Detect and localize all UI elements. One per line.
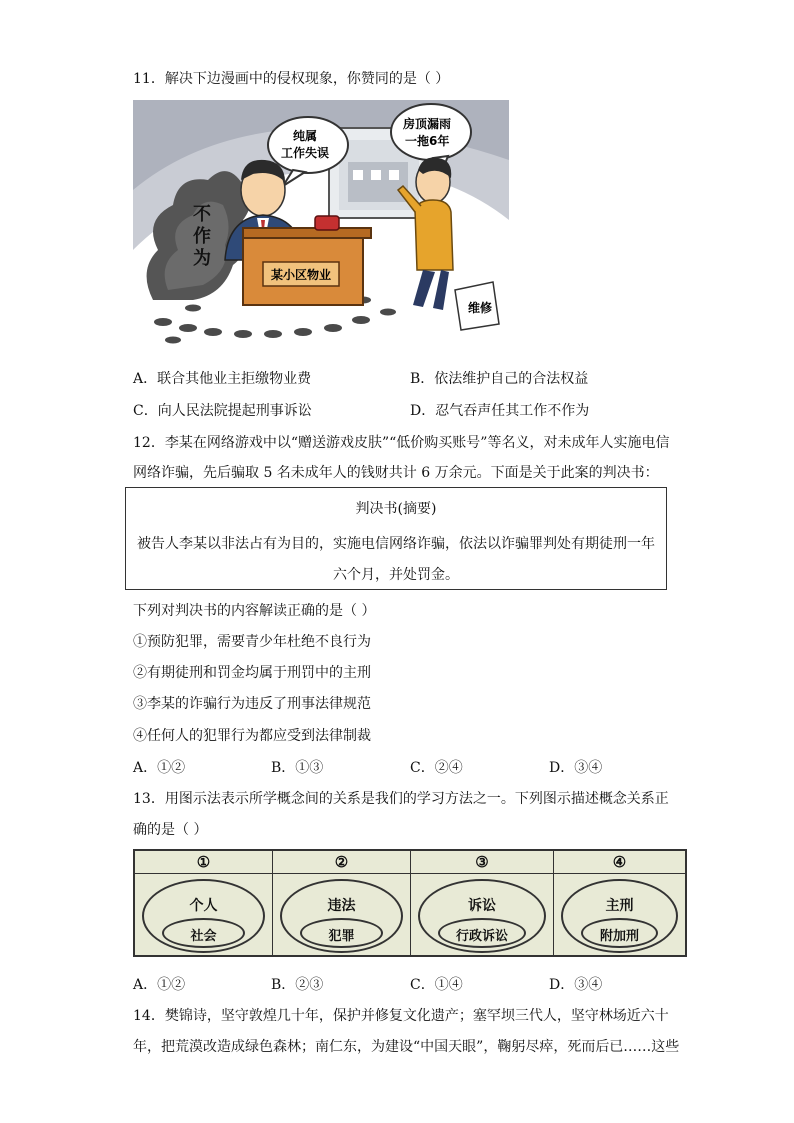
q12-stem-line2: 网络诈骗，先后骗取 5 名未成年人的钱财共计 6 万余元。下面是关于此案的判决书：: [133, 465, 659, 481]
q12-option-b[interactable]: B．①③: [271, 760, 324, 776]
q12-option-c[interactable]: C．②④: [410, 760, 463, 776]
smoke-text-2: 作: [193, 226, 211, 247]
outer-label-2: 违法: [327, 898, 356, 914]
q11-option-a[interactable]: A．联合其他业主拒缴物业费: [133, 371, 312, 387]
diagram-cell-4: [554, 851, 685, 955]
diagram-num-4: ④: [612, 853, 627, 871]
diagram-cell-3: [411, 851, 554, 955]
inner-label-4: 附加刑: [599, 929, 639, 944]
inner-label-3: 行政诉讼: [455, 929, 508, 944]
cartoon-illustration: [133, 100, 509, 346]
q12-question: 下列对判决书的内容解读正确的是（ ）: [133, 603, 376, 619]
inner-ellipse-2: [300, 918, 383, 948]
diagram-cell-2: [273, 851, 411, 955]
outer-ellipse-2: [280, 879, 403, 953]
q14-stem-line2: 年，把荒漠改造成绿色森林；南仁东，为建设“中国天眼”，鞠躬尽瘁，死而后已……这些: [133, 1039, 680, 1055]
bubble-right-line2: 一拖6年: [405, 134, 450, 148]
outer-label-3: 诉讼: [468, 898, 496, 914]
inner-label-1: 社会: [190, 929, 217, 944]
q12-option-d[interactable]: D．③④: [549, 760, 603, 776]
bubble-right-line1: 房顶漏雨: [403, 117, 452, 131]
q12-statement-1: ①预防犯罪，需要青少年杜绝不良行为: [133, 634, 371, 650]
outer-ellipse-1: [142, 879, 265, 953]
diagram-num-1: ①: [196, 853, 211, 871]
inner-ellipse-3: [438, 918, 526, 948]
bubble-left-line2: 工作失误: [281, 146, 330, 160]
concept-diagram: [133, 849, 687, 957]
q13-stem-line1: 13．用图示法表示所学概念间的关系是我们的学习方法之一。下列图示描述概念关系正: [133, 791, 669, 807]
inner-ellipse-4: [581, 918, 658, 948]
q12-statement-2: ②有期徒刑和罚金均属于刑罚中的主刑: [133, 665, 371, 681]
q11-option-b[interactable]: B．依法维护自己的合法权益: [410, 371, 589, 387]
outer-ellipse-4: [561, 879, 678, 953]
q12-option-a[interactable]: A．①②: [133, 760, 186, 776]
diagram-num-3: ③: [475, 853, 489, 871]
q12-statement-3: ③李某的诈骗行为违反了刑事法律规范: [133, 696, 371, 712]
judgement-title: 判决书(摘要): [355, 501, 437, 517]
outer-label-1: 个人: [189, 898, 218, 914]
outer-ellipse-3: [418, 879, 546, 953]
paper-text: 维修: [468, 301, 493, 315]
smoke-text-1: 不: [193, 204, 211, 225]
smoke-text-3: 为: [193, 248, 211, 269]
inner-ellipse-1: [162, 918, 245, 948]
diagram-num-2: ②: [334, 853, 349, 871]
q11-cartoon: [133, 100, 509, 346]
q13-stem-line2: 确的是（ ）: [133, 822, 208, 838]
diagram-cell-1: [135, 851, 273, 955]
q12-statement-4: ④任何人的犯罪行为都应受到法律制裁: [133, 728, 371, 744]
bubble-left-line1: 纯属: [293, 129, 318, 143]
q11-option-c[interactable]: C．向人民法院提起刑事诉讼: [133, 403, 312, 419]
judgement-body: 被告人李某以非法占有为目的，实施电信网络诈骗，依法以诈骗罪判处有期徒刑一年六个月，并处罚金。: [137, 536, 655, 583]
q13-option-a[interactable]: A．①②: [133, 977, 186, 993]
q13-option-c[interactable]: C．①④: [410, 977, 463, 993]
q11-stem: 11．解决下边漫画中的侵权现象，你赞同的是（ ）: [133, 71, 450, 87]
desk-sign: 某小区物业: [270, 268, 332, 282]
outer-label-4: 主刑: [605, 898, 634, 914]
inner-label-2: 犯罪: [328, 929, 355, 944]
q14-stem-line1: 14．樊锦诗，坚守敦煌几十年，保护并修复文化遗产；塞罕坝三代人，坚守林场近六十: [133, 1008, 669, 1024]
q12-stem-line1: 12．李某在网络游戏中以“赠送游戏皮肤”“低价购买账号”等名义，对未成年人实施电信: [133, 435, 670, 451]
judgement-box: [125, 487, 667, 590]
q13-option-b[interactable]: B．②③: [271, 977, 324, 993]
q11-option-d[interactable]: D．忍气吞声任其工作不作为: [410, 403, 590, 419]
q13-option-d[interactable]: D．③④: [549, 977, 603, 993]
